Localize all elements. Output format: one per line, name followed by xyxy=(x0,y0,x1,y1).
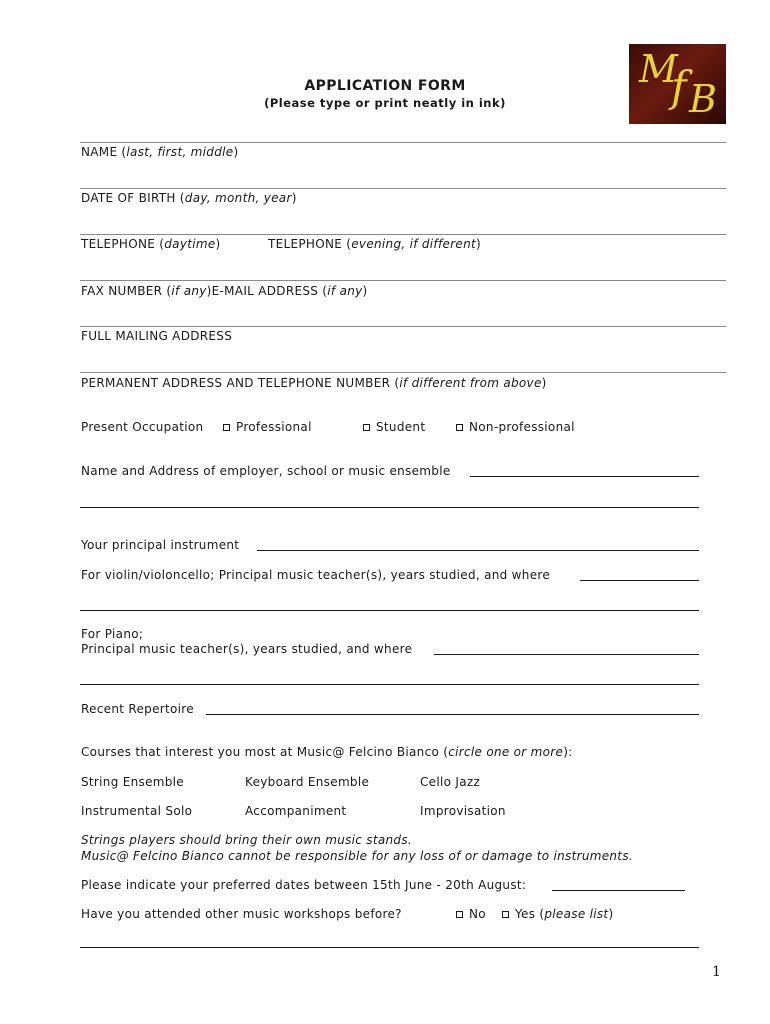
divider-rule xyxy=(80,142,726,143)
occupation-student-checkbox[interactable]: Student xyxy=(363,420,425,434)
course-string-ensemble[interactable]: String Ensemble xyxy=(81,775,184,789)
fax-email-field-label[interactable]: FAX NUMBER (if any)E-MAIL ADDRESS (if any) xyxy=(81,284,368,298)
checkbox-icon[interactable] xyxy=(363,424,370,431)
workshops-yes-checkbox[interactable]: Yes (please list) xyxy=(502,907,613,921)
course-keyboard-ensemble[interactable]: Keyboard Ensemble xyxy=(245,775,370,789)
course-cello-jazz[interactable]: Cello Jazz xyxy=(420,775,481,789)
page-title: APPLICATION FORM xyxy=(304,78,466,94)
preferred-dates-label: Please indicate your preferred dates between 15th June - 20th August: xyxy=(81,878,527,892)
note-music-stands: Strings players should bring their own music stands. xyxy=(81,833,413,847)
violin-teacher-label: For violin/violoncello; Principal music teacher(s), years studied, and where xyxy=(81,568,551,582)
courses-label: Courses that interest you most at Music@ Felcino Bianco (circle one or more): xyxy=(81,745,573,759)
note-liability: Music@ Felcino Bianco cannot be responsible for any loss of or damage to instruments. xyxy=(81,849,633,863)
preferred-dates-input-line[interactable] xyxy=(552,890,685,891)
divider-rule xyxy=(80,234,726,235)
checkbox-icon[interactable] xyxy=(456,424,463,431)
checkbox-icon[interactable] xyxy=(502,911,509,918)
divider-rule xyxy=(80,280,726,281)
workshops-no-checkbox[interactable]: No xyxy=(456,907,486,921)
page-number: 1 xyxy=(712,964,721,980)
telephone-day-field-label[interactable]: TELEPHONE (daytime) xyxy=(81,237,221,251)
occupation-professional-checkbox[interactable]: Professional xyxy=(223,420,312,434)
piano-teacher-label: Principal music teacher(s), years studied, and where xyxy=(81,642,413,656)
divider-rule xyxy=(80,326,726,327)
piano-label: For Piano; xyxy=(81,627,144,641)
course-instrumental-solo[interactable]: Instrumental Solo xyxy=(81,804,193,818)
instrument-input-line[interactable] xyxy=(257,550,699,551)
violin-teacher-input-line[interactable] xyxy=(580,580,699,581)
employer-label: Name and Address of employer, school or music ensemble xyxy=(81,464,451,478)
employer-input-line[interactable] xyxy=(470,476,699,477)
mailing-address-field-label[interactable]: FULL MAILING ADDRESS xyxy=(81,329,233,343)
violin-teacher-input-line-2[interactable] xyxy=(80,610,699,611)
piano-teacher-input-line-2[interactable] xyxy=(80,684,699,685)
course-improvisation[interactable]: Improvisation xyxy=(420,804,506,818)
logo-letter-m: M xyxy=(639,47,678,91)
checkbox-icon[interactable] xyxy=(223,424,230,431)
telephone-evening-field-label[interactable]: TELEPHONE (evening, if different) xyxy=(268,237,481,251)
course-accompaniment[interactable]: Accompaniment xyxy=(245,804,347,818)
checkbox-icon[interactable] xyxy=(456,911,463,918)
dob-field-label[interactable]: DATE OF BIRTH (day, month, year) xyxy=(81,191,297,205)
workshops-list-input-line[interactable] xyxy=(80,947,699,948)
instrument-label: Your principal instrument xyxy=(81,538,240,552)
occupation-label: Present Occupation xyxy=(81,420,204,434)
occupation-nonprofessional-checkbox[interactable]: Non-professional xyxy=(456,420,575,434)
page-subtitle: (Please type or print neatly in ink) xyxy=(264,96,506,110)
piano-teacher-input-line[interactable] xyxy=(434,654,699,655)
divider-rule xyxy=(80,188,726,189)
logo-letter-f: f xyxy=(671,62,687,111)
employer-input-line-2[interactable] xyxy=(80,507,699,508)
name-field-label[interactable]: NAME (last, first, middle) xyxy=(81,145,239,159)
permanent-address-field-label[interactable]: PERMANENT ADDRESS AND TELEPHONE NUMBER (if different from above) xyxy=(81,376,547,390)
repertoire-input-line[interactable] xyxy=(206,714,699,715)
logo-letter-b: B xyxy=(689,77,717,121)
workshops-label: Have you attended other music workshops before? xyxy=(81,907,402,921)
repertoire-label: Recent Repertoire xyxy=(81,702,194,716)
divider-rule xyxy=(80,372,726,373)
